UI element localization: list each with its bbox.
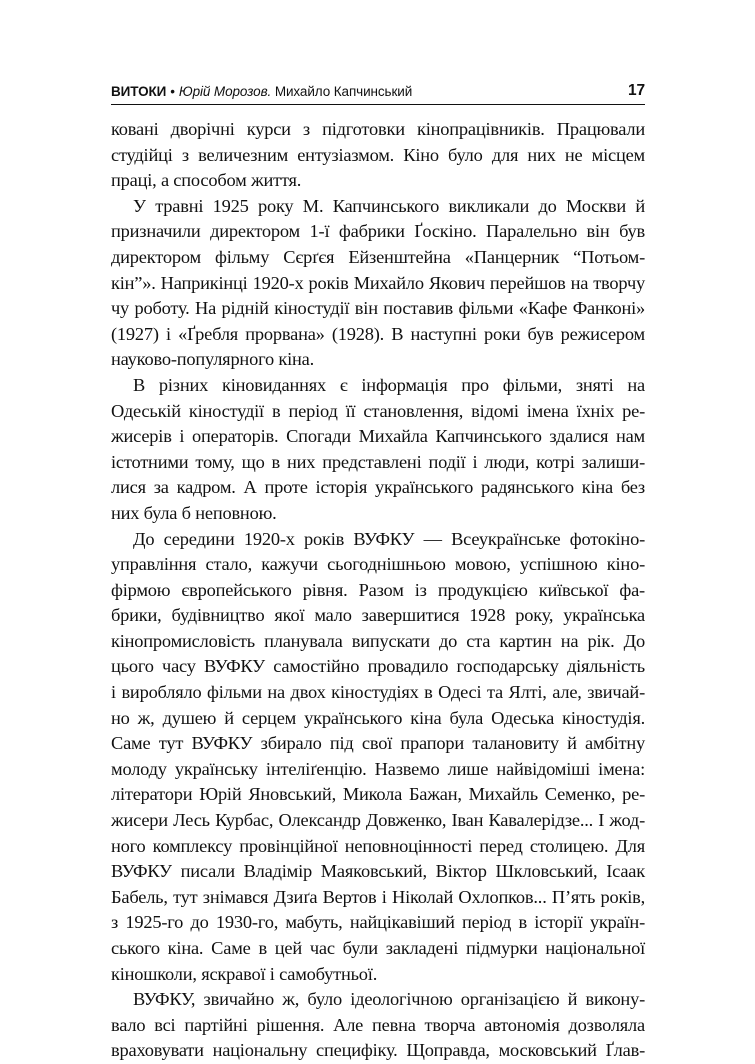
text-line: директором фільму Сєрґєя Ейзенштейна «Панцерник “Потьом-: [111, 246, 645, 267]
section-title: ВИТОКИ: [111, 84, 167, 99]
text-line: враховувати національну специфіку. Щоправда, московський Ґлав-: [111, 1040, 645, 1061]
text-line: істотними тому, що в них представлені події і люди, котрі залиши-: [111, 451, 645, 472]
text-line: науково-популярного кіна.: [111, 349, 314, 370]
text-line: і виробляло фільми на двох кіностудіях в Одесі та Ялті, але, звичай-: [111, 682, 645, 703]
text-line: Саме тут ВУФКУ збирало під свої прапори талановиту й амбітну: [111, 733, 645, 754]
text-line: но ж, душею й серцем українського кіна була Одеська кіностудія.: [111, 707, 645, 728]
header-left: [111, 84, 412, 99]
text-line: брики, будівництво якої мало завершитися 1928 року, українська: [111, 605, 645, 626]
text-line: студійці з величезним ентузіазмом. Кіно було для них не місцем: [111, 144, 645, 165]
paragraph: [111, 527, 645, 988]
text-line: ного комплексу провінційної неповноцінності перед столицею. Для: [111, 835, 645, 856]
text-line: (1927) і «Ґребля прорвана» (1928). В наступні роки був режисером: [111, 323, 645, 344]
text-line: лися за кадром. А проте історія українського радянського кіна без: [111, 477, 645, 498]
running-header: [111, 82, 645, 102]
text-line: вало всі партійні рішення. Але певна творча автономія дозволяла: [111, 1014, 645, 1035]
text-line: чу роботу. На рідній кіностудії він поставив фільми «Кафе Фанконі»: [111, 298, 645, 319]
text-line: кін”». Наприкінці 1920-х років Михайло Якович перейшов на творчу: [111, 272, 645, 293]
text-line: фірмою європейського рівня. Разом із продукцією київської фа-: [111, 579, 645, 600]
text-line: Бабель, тут знімався Дзиґа Вертов і Ніколай Охлопков... П’ять років,: [111, 886, 645, 907]
paragraph: [111, 194, 645, 373]
body-text: [111, 117, 645, 1064]
text-line: У травні 1925 року М. Капчинського викликали до Москви й: [133, 195, 645, 216]
paragraph: [111, 117, 645, 194]
text-line: жисерів і операторів. Спогади Михайла Капчинського здалися нам: [111, 426, 645, 447]
text-line: ВУФКУ, звичайно ж, було ідеологічною організацією й викону-: [133, 989, 645, 1010]
paragraph: [111, 373, 645, 527]
text-line: літератори Юрій Яновський, Микола Бажан, Михайль Семенко, ре-: [111, 784, 645, 805]
text-line: жисери Лесь Курбас, Олександр Довженко, Іван Кавалерідзе... І жод-: [111, 810, 645, 831]
text-line: До середини 1920-х років ВУФКУ — Всеукраїнське фотокіно-: [133, 528, 645, 549]
text-line: В різних кіновиданнях є інформація про фільми, зняті на: [133, 374, 645, 395]
text-line: управління стало, кажучи сьогоднішньою мовою, успішною кіно-: [111, 554, 645, 575]
page-number: 17: [627, 82, 645, 99]
text-line: них була б неповною.: [111, 502, 277, 523]
text-line: з 1925-го до 1930-го, мабуть, найцікавіший період в історії україн-: [111, 912, 645, 933]
text-line: ковані дворічні курси з підготовки кінопрацівників. Працювали: [111, 119, 645, 139]
header-rule: [111, 104, 645, 105]
text-line: ВУФКУ писали Владімір Маяковський, Віктор Шкловський, Ісаак: [111, 861, 645, 882]
text-line: молоду українську інтеліґенцію. Назвемо лише найвідоміші імена:: [111, 758, 645, 779]
chapter-title: Михайло Капчинський: [274, 84, 413, 99]
bullet-separator: •: [170, 84, 175, 99]
text-line: Одеській кіностудії в період її становлення, відомі імена їхніх ре-: [111, 400, 645, 421]
author-name: Юрій Морозов.: [178, 84, 272, 99]
paragraph: [111, 987, 645, 1064]
text-line: кіношколи, яскравої і самобутньої.: [111, 963, 378, 984]
text-line: ського кіна. Саме в цей час були закладені підмурки національної: [111, 938, 645, 958]
text-line: кінопромисловість планувала випускати до ста картин на рік. До: [111, 630, 645, 651]
text-line: цього часу ВУФКУ самостійно провадило господарську діяльність: [111, 656, 645, 677]
text-line: праці, а способом життя.: [111, 170, 302, 191]
text-line: призначили директором 1-ї фабрики Ґоскіно. Паралельно він був: [111, 221, 645, 242]
